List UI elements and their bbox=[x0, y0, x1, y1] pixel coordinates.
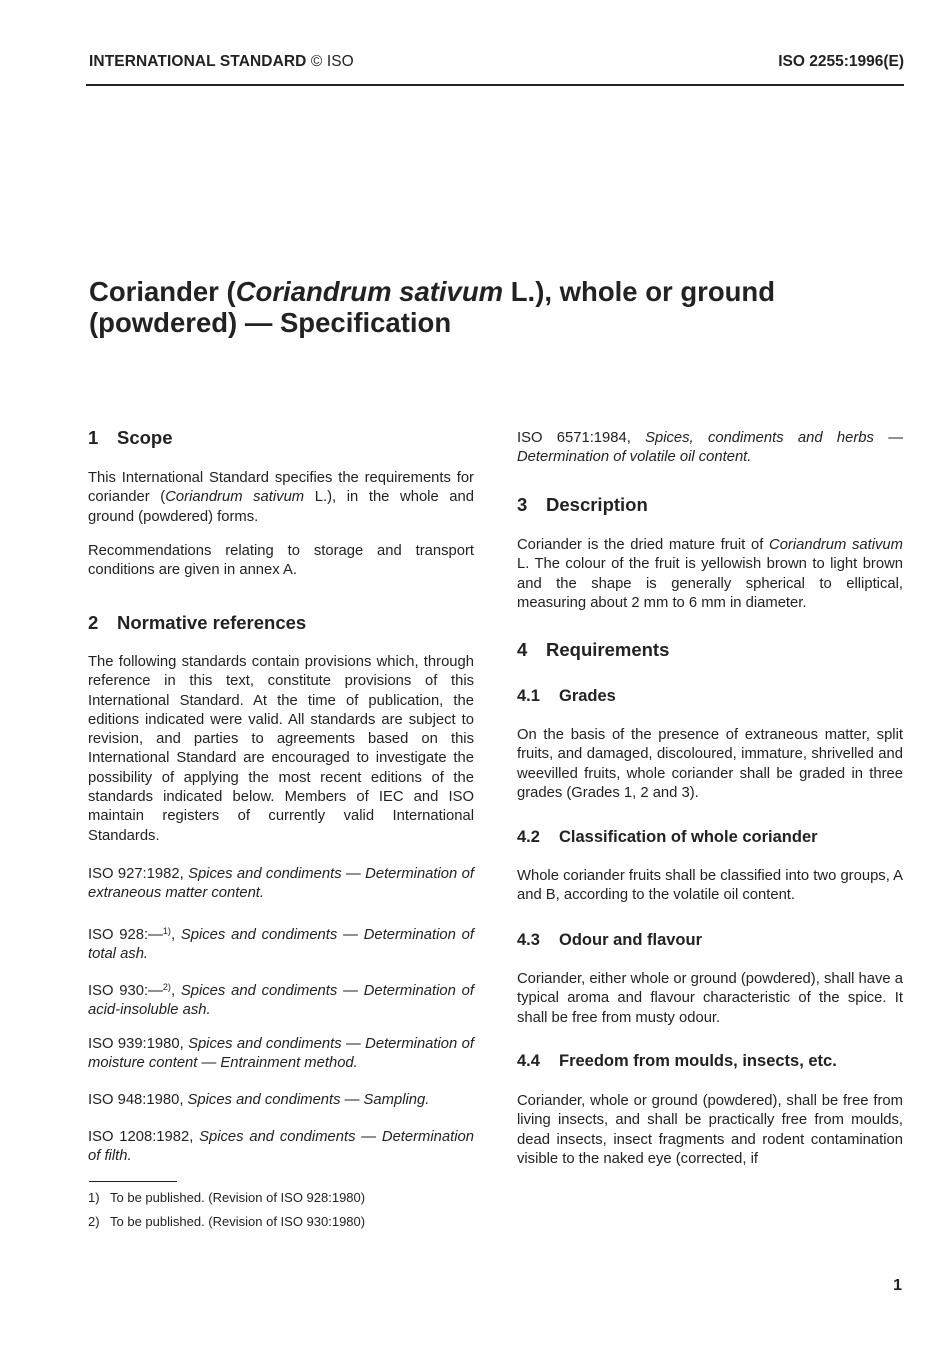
subsection-4-4-heading: 4.4 Freedom from moulds, insects, etc. bbox=[517, 1052, 837, 1070]
header-copyright: © ISO bbox=[310, 53, 354, 70]
reference-item: ISO 939:1980, Spices and condiments — Determination of moisture content — Entrainment method. bbox=[88, 1036, 474, 1072]
reference-item: ISO 6571:1984, Spices, condiments and herbs — Determination of volatile oil content. bbox=[517, 430, 903, 466]
footnote: 2) To be published. (Revision of ISO 930:1980) bbox=[88, 1214, 366, 1229]
subsection-4-1-heading: 4.1 Grades bbox=[517, 687, 616, 705]
section-4-heading: 4 Requirements bbox=[517, 639, 670, 660]
footnote-marker: 2) bbox=[162, 982, 171, 992]
reference-item: ISO 1208:1982, Spices and condiments — Determination of filth. bbox=[88, 1129, 474, 1165]
description-paragraph: Coriander is the dried mature fruit of Coriandrum sativum L. The colour of the fruit is yellowish brown to light brown and the shape is generally spherical to elliptical, measuring about 2 mm to 6 mm in diameter. bbox=[517, 537, 903, 611]
reference-item: ISO 948:1980, Spices and condiments — Sampling. bbox=[88, 1092, 430, 1108]
subsection-4-1-text: On the basis of the presence of extraneous matter, split fruits, and damaged, discoloured, immature, shrivelled and weevilled fruits, whole coriander shall be graded in three grades (Grades 1, 2 and 3). bbox=[517, 727, 903, 801]
title-italic: Coriandrum sativum bbox=[235, 276, 504, 307]
header-rule bbox=[86, 84, 904, 86]
subsection-4-2-heading: 4.2 Classification of whole coriander bbox=[517, 828, 818, 846]
scope-paragraph-1: This International Standard specifies the requirements for coriander (Coriandrum sativum L.), in the whole and ground (powdered) forms. bbox=[88, 470, 474, 525]
subsection-4-2-text: Whole coriander fruits shall be classified into two groups, A and B, according to the volatile oil content. bbox=[517, 868, 903, 904]
reference-item: ISO 928:—$^{1)}$, Spices and condiments — Determination of total ash. bbox=[88, 926, 474, 963]
subsection-4-4-text: Coriander, whole or ground (powdered), shall be free from living insects, and shall be practically free from moulds, dead insects, insect fragments and rodent contamination visible to the naked eye (corrected, if bbox=[517, 1093, 903, 1167]
title-part2: L.), whole or ground bbox=[503, 276, 776, 307]
footnote: 1) To be published. (Revision of ISO 928:1980) bbox=[88, 1190, 366, 1205]
running-header-right: ISO 2255:1996(E) bbox=[778, 53, 904, 70]
reference-item: ISO 930:—$^{2)}$, Spices and condiments — Determination of acid-insoluble ash. bbox=[88, 982, 474, 1019]
footnote-marker: 1) bbox=[162, 926, 171, 936]
page-number: 1 bbox=[893, 1277, 902, 1294]
subsection-4-3-heading: 4.3 Odour and flavour bbox=[517, 931, 703, 949]
normative-intro: The following standards contain provisions which, through reference in this text, constitute provisions of this International Standard. At the time of publication, the editions indicated were valid. All standards are subject to revision, and parties to agreements based on this International Standard are encouraged to investigate the possibility of applying the most recent editions of the standards indicated below. Members of IEC and ISO maintain registers of currently valid International Standards. bbox=[88, 654, 474, 844]
running-header-left bbox=[89, 53, 354, 71]
footnote-rule bbox=[89, 1181, 177, 1182]
header-standard-label: INTERNATIONAL STANDARD bbox=[89, 53, 307, 70]
section-2-heading: 2 Normative references bbox=[88, 612, 307, 633]
title-part1: Coriander ( bbox=[89, 276, 236, 307]
subsection-4-3-text: Coriander, either whole or ground (powdered), shall have a typical aroma and flavour characteristic of the spice. It shall be free from musty odour. bbox=[517, 971, 903, 1026]
section-3-heading: 3 Description bbox=[517, 494, 648, 515]
document-title bbox=[89, 276, 889, 338]
scope-paragraph-2: Recommendations relating to storage and transport conditions are given in annex A. bbox=[88, 543, 474, 579]
reference-item: ISO 927:1982, Spices and condiments — Determination of extraneous matter content. bbox=[88, 866, 474, 902]
title-line2: (powdered) — Specification bbox=[89, 307, 452, 338]
section-1-heading: 1 Scope bbox=[88, 427, 173, 448]
